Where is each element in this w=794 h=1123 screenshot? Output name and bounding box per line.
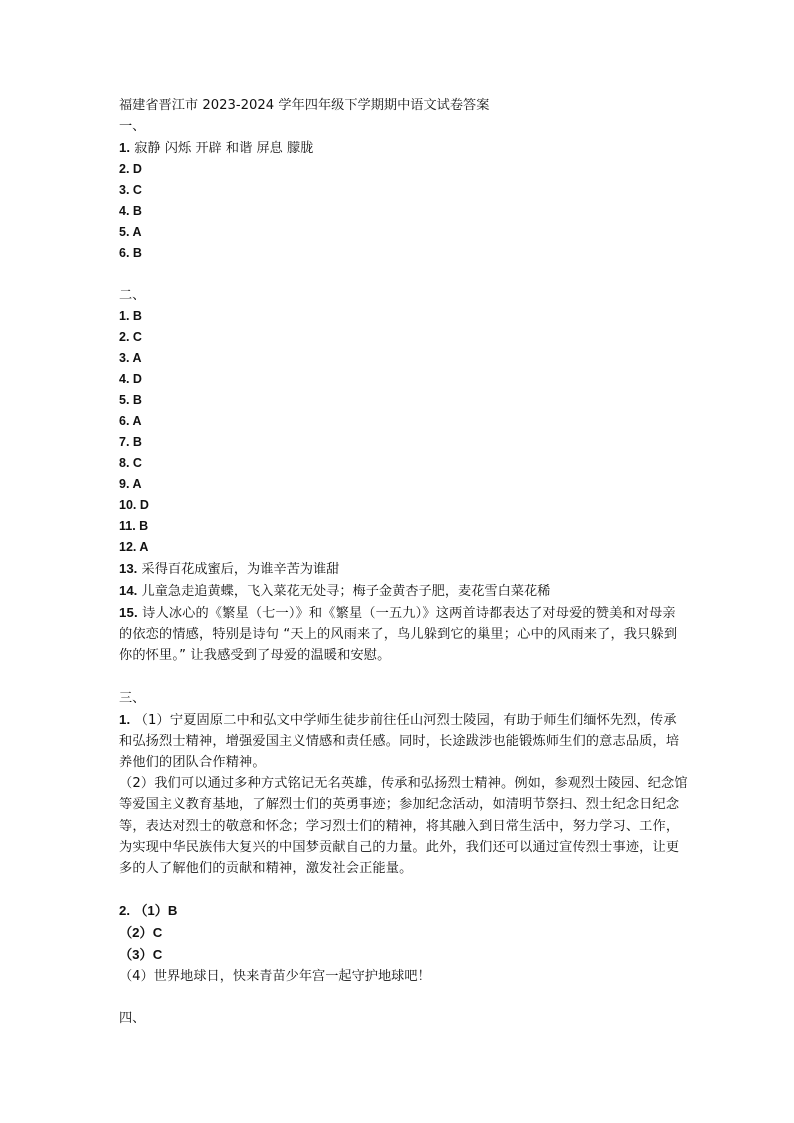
- spacer: [119, 264, 689, 285]
- answer-line: 4. B: [119, 204, 142, 218]
- answer-line: （4）世界地球日，快来青苗少年宫一起守护地球吧！: [119, 969, 431, 985]
- section-3-heading: 三、: [119, 690, 146, 706]
- answer-sheet: [119, 95, 689, 1029]
- answer-line: （3）C: [119, 947, 163, 963]
- answer-paragraph: （2）我们可以通过多种方式铭记无名英雄，传承和弘扬烈士精神。例如，参观烈士陵园、纪念馆等爱国主义教育基地，了解烈士们的英勇事迹；参加纪念活动，如清明节祭扫、烈士纪念日纪念等，表达对烈士的敬意和怀念；学习烈士们的精神，将其融入到日常生活中，努力学习、工作，为实现中华民族伟大复兴的中国梦贡献自己的力量。此外，我们还可以通过宣传烈士事迹，让更多的人了解他们的贡献和精神，激发社会正能量。: [119, 776, 688, 877]
- section-1-heading: 一、: [119, 119, 146, 134]
- answer-line: 11. B: [119, 519, 149, 533]
- answer-line: （2）C: [119, 925, 163, 941]
- answer-line: 10. D: [119, 498, 149, 512]
- spacer: [119, 879, 689, 900]
- answer-line: 13. 采得百花成蜜后，为谁辛苦为谁甜: [119, 561, 340, 577]
- answer-line: 6. B: [119, 246, 142, 260]
- answer-line: 3. A: [119, 351, 142, 365]
- answer-line: 3. C: [119, 183, 142, 197]
- answer-line: 2. D: [119, 162, 142, 176]
- section-2-heading: 二、: [119, 288, 146, 303]
- answer-line: 9. A: [119, 477, 142, 491]
- answer-line: 8. C: [119, 456, 142, 470]
- answer-line: 14. 儿童急走追黄蝶，飞入菜花无处寻；梅子金黄杏子肥，麦花雪白菜花稀: [119, 583, 551, 599]
- answer-line: 12. A: [119, 540, 149, 554]
- answer-paragraph: 1. （1）宁夏固原二中和弘文中学师生徒步前往任山河烈士陵园，有助于师生们缅怀先烈，传承和弘扬烈士精神，增强爱国主义情感和责任感。同时，长途跋涉也能锻炼师生们的意志品质，培养他们的团队合作精神。: [119, 711, 680, 771]
- answer-line: 5. B: [119, 393, 142, 407]
- document-title: 福建省晋江市 2023-2024 学年四年级下学期期中语文试卷答案: [119, 98, 490, 113]
- answer-line: 6. A: [119, 414, 142, 428]
- answer-line: 2. （1）B: [119, 903, 178, 919]
- answer-line: 7. B: [119, 435, 142, 449]
- answer-paragraph: 15. 诗人冰心的《繁星（七一）》和《繁星（一五九）》这两首诗都表达了对母爱的赞美和对母亲的依恋的情感，特别是诗句 “天上的风雨来了，鸟儿躲到它的巢里；心中的风雨来了，我只躲到你的怀里。” 让我感受到了母爱的温暖和安慰。: [119, 605, 678, 664]
- spacer: [119, 667, 689, 688]
- spacer: [119, 987, 689, 1008]
- answer-line: 2. C: [119, 330, 142, 344]
- section-4-heading: 四、: [119, 1011, 146, 1027]
- answer-line: 1. 寂静 闪烁 开辟 和谐 屏息 朦胧: [119, 140, 314, 156]
- answer-line: 1. B: [119, 309, 142, 323]
- answer-line: 4. D: [119, 372, 142, 386]
- answer-line: 5. A: [119, 225, 142, 239]
